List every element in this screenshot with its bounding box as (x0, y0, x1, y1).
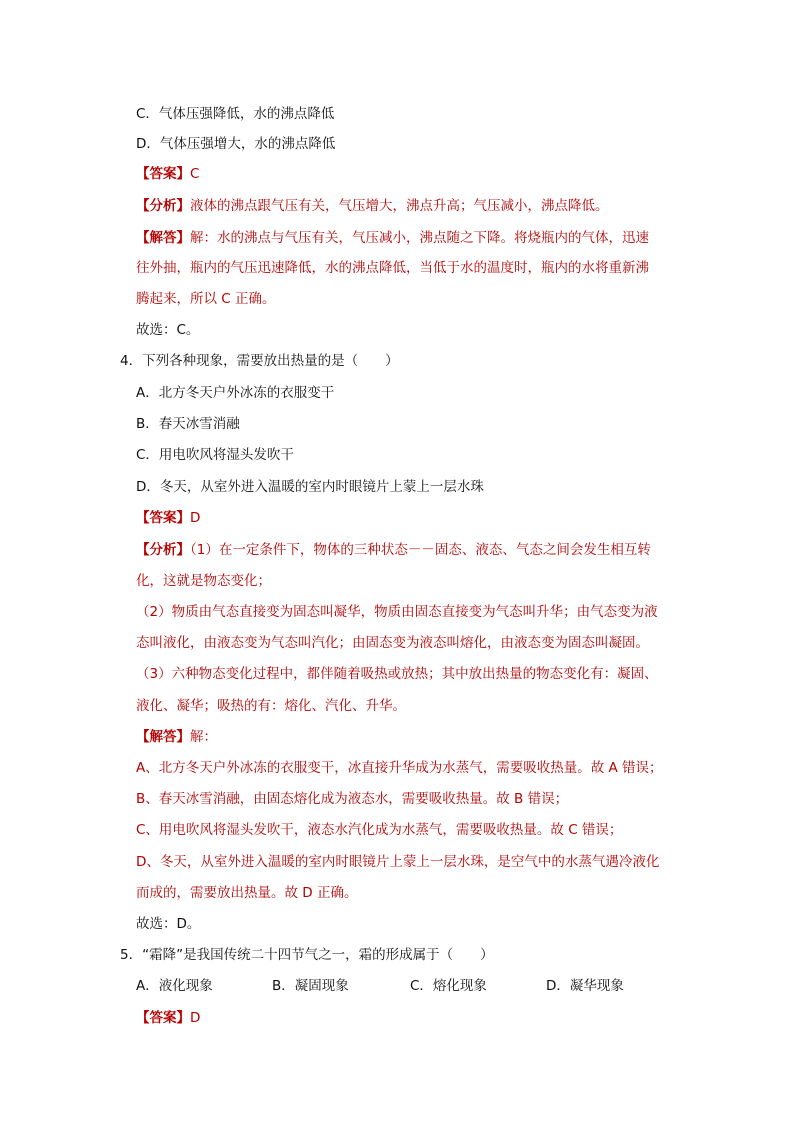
solution-label: 【解答】 (136, 729, 190, 745)
q4-analysis-line-5: （3）六种物态变化过程中，都伴随着吸热或放热；其中放出热量的物态变化有：凝固、 (136, 666, 658, 682)
analysis-label: 【分析】 (136, 542, 190, 558)
q5-option-b: B．凝固现象 (272, 978, 349, 994)
q5-answer (136, 1008, 200, 1028)
q4-choice: 故选：D。 (136, 916, 201, 932)
q4-solution-line-5: 而成的，需要放出热量。故 D 正确。 (136, 885, 358, 901)
q4-option-a: A．北方冬天户外冰冻的衣服变干 (136, 385, 335, 401)
q3-analysis (136, 196, 609, 216)
q3-solution-line-2: 往外抽，瓶内的气压迅速降低，水的沸点降低，当低于水的温度时，瓶内的水将重新沸 (136, 260, 649, 276)
q4-analysis-line-2: 化，这就是物态变化； (136, 573, 271, 589)
q4-solution-line-2: B、春天冰雪消融，由固态熔化成为液态水，需要吸收热量。故 B 错误； (136, 791, 569, 807)
q4-answer (136, 508, 200, 528)
answer-value: D (190, 1010, 201, 1026)
q3-option-c: C．气体压强降低，水的沸点降低 (136, 106, 335, 122)
q4-analysis-line-3: （2）物质由气态直接变为固态叫凝华，物质由固态直接变为气态叫升华；由气态变为液 (136, 604, 658, 620)
answer-value: C (190, 166, 200, 182)
q4-analysis-line-6: 液化、凝华；吸热的有：熔化、汽化、升华。 (136, 698, 406, 714)
q5-option-a: A．液化现象 (136, 978, 213, 994)
solution-text: 解：水的沸点与气压有关，气压减小，沸点随之下降。将烧瓶内的气体，迅速 (190, 230, 649, 246)
answer-label: 【答案】 (136, 1010, 190, 1026)
q4-solution-line-3: C、用电吹风将湿头发吹干，液态水汽化成为水蒸气，需要吸收热量。故 C 错误； (136, 822, 623, 838)
q4-solution-line-1: A、北方冬天户外冰冻的衣服变干，冰直接升华成为水蒸气，需要吸收热量。故 A 错误； (136, 760, 663, 776)
analysis-text: （1）在一定条件下，物体的三种状态－－固态、液态、气态之间会发生相互转 (190, 542, 651, 558)
answer-label: 【答案】 (136, 166, 190, 182)
q3-answer (136, 164, 199, 184)
q4-option-c: C．用电吹风将湿头发吹干 (136, 447, 294, 463)
q3-option-d: D．气体压强增大，水的沸点降低 (136, 136, 336, 152)
q3-solution-line-3: 腾起来，所以 C 正确。 (136, 291, 276, 307)
q4-analysis-line-1 (136, 540, 651, 560)
q4-stem: 4．下列各种现象，需要放出热量的是（ ） (120, 353, 399, 369)
q4-option-b: B．春天冰雪消融 (136, 416, 240, 432)
q4-solution-head (136, 727, 217, 747)
q4-option-d: D．冬天，从室外进入温暖的室内时眼镜片上蒙上一层水珠 (136, 479, 484, 495)
q3-choice: 故选：C。 (136, 322, 200, 338)
analysis-label: 【分析】 (136, 198, 190, 214)
q4-analysis-line-4: 态叫液化，由液态变为气态叫汽化；由固态变为液态叫熔化，由液态变为固态叫凝固。 (136, 635, 649, 651)
solution-text: 解： (190, 729, 217, 745)
q5-stem: 5．“霜降”是我国传统二十四节气之一，霜的形成属于（ ） (120, 947, 494, 963)
answer-value: D (190, 510, 201, 526)
analysis-text: 液体的沸点跟气压有关，气压增大，沸点升高；气压减小，沸点降低。 (190, 198, 609, 214)
q5-option-d: D．凝华现象 (546, 978, 624, 994)
answer-label: 【答案】 (136, 510, 190, 526)
q3-solution-line-1 (136, 228, 649, 248)
q5-option-c: C．熔化现象 (410, 978, 487, 994)
q4-solution-line-4: D、冬天，从室外进入温暖的室内时眼镜片上蒙上一层水珠，是空气中的水蒸气遇冷液化 (136, 854, 660, 870)
solution-label: 【解答】 (136, 230, 190, 246)
